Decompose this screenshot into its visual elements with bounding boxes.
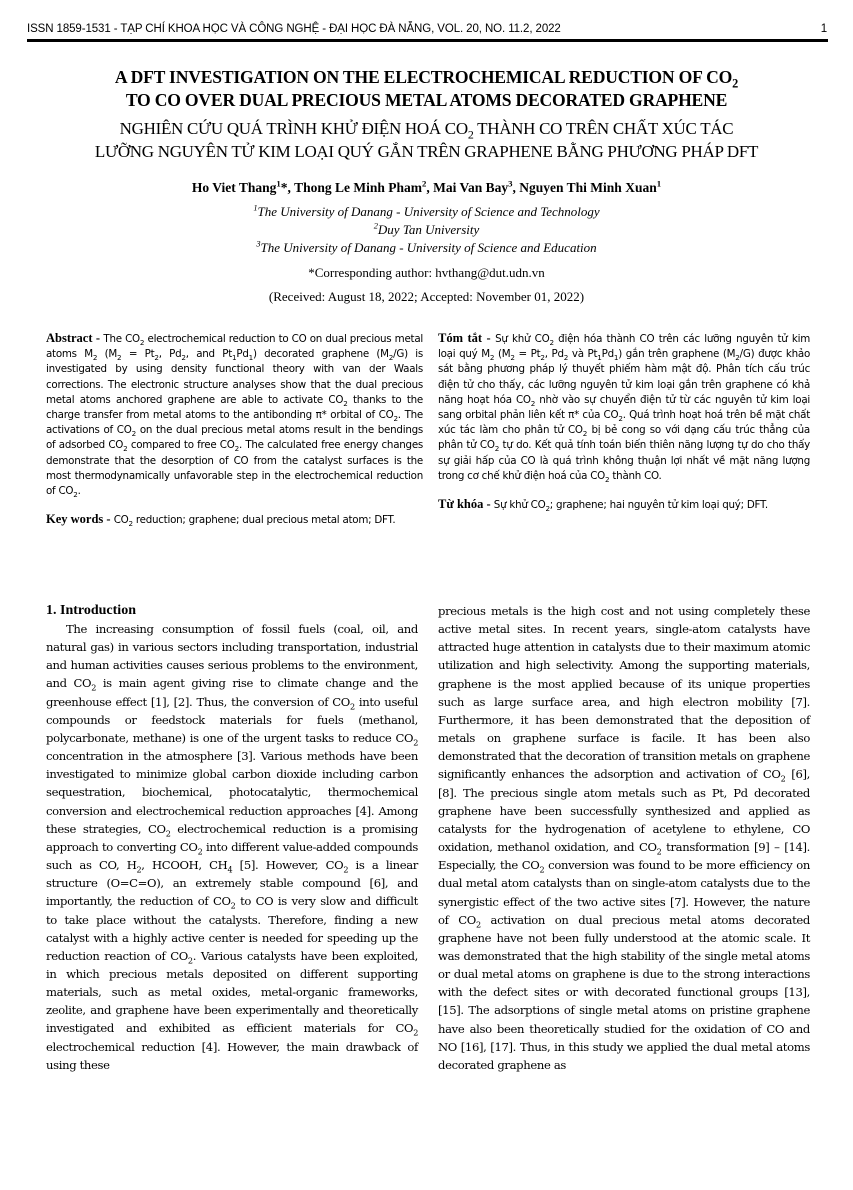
keywords-text: $CO_2$ reduction; graphene; dual precious metal atom; DFT. <box>113 514 396 529</box>
keywords-vietnamese <box>438 497 810 513</box>
tom-tat-text: Sự khử $CO_2$ điện hóa thành CO trên các lưỡng nguyên tử kim loại quý $M_2$ ($M_2 = Pt_2$, $Pd_2$ và $Pt_1Pd_1$) gắn trên graphene $(M_2/G)$ được khảo sát bằng phương pháp lý thuyết phiếm hàm mật độ. Phân tích cấu trúc điện tử cho thấy, các lưỡng nguyên tử kim loại gắn trên graphene có khả năng hoạt hóa $CO_2$ nhờ vào sự chuyển điện tử từ các nguyên tử kim loại sang orbital phản liên kết π* của $CO_2$. Quá trình hoạt hoá trên bề mặt chất xúc tác làm cho phân tử $CO_2$ bị bẻ cong so với dạng cấu trúc thẳng của phân tử $CO_2$ tự do. Kết quả tính toán biến thiên năng lượng tự do cho thấy sự giải hấp của CO là quá trình không thuận lợi nhất về mặt năng lượng trong cơ chế khử điện hoá của $CO_2$ thành CO. <box>438 333 810 484</box>
affiliation-mark: 2 <box>373 220 378 231</box>
affiliation-text: The University of Danang - University of Science and Technology <box>257 204 600 219</box>
affiliation-mark: 3 <box>508 178 513 189</box>
affiliation-mark: 3 <box>256 238 261 249</box>
affiliation-text: Duy Tan University <box>377 222 480 237</box>
author: Thong Le Minh Pham$^2$, <box>294 178 434 195</box>
introduction-paragraph: The increasing consumption of fossil fuels (coal, oil, and natural gas) in various sectors including transportation, industrial and human activities causes serious problems to the environment, and $CO_2$ is main agent giving rise to climate change and the greenhouse effect [1], [2]. Thus, the conversion of $CO_2$ into useful compounds or feedstock materials for fuels (methanol, polycarbonate, methane) is one of the urgent tasks to reduce $CO_2$ concentration in the atmosphere [3]. Various methods have been investigated to minimize global carbon dioxide including carbon sequestration, biochemical, photocatalytic, thermochemical conversion and electrochemical reduction approaches [4]. Among these strategies, $CO_2$ electrochemical reduction is a promising approach to converting $CO_2$ into different value-added compounds such as CO, $H_2$, HCOOH, $CH_4$ [5]. However, $CO_2$ is a linear structure (O=C=O), an extremely stable compound [6], and importantly, the reduction of $CO_2$ to CO is very slow and difficult to take place without the catalysts. Therefore, finding a new catalyst with a highly active center is needed for speeding up the reduction reaction of $CO_2$. Various catalysts have been exploited, in which precious metals deposited on different supporting materials, such as metal oxides, metal-organic frameworks, zeolite, and graphene have been experimentally and theoretically investigated and exhibited as efficient materials for $CO_2$ electrochemical reduction [4]. However, the main drawback of using these <box>46 622 418 1072</box>
author: Mai Van Bay$^3$, <box>433 178 520 195</box>
author-name: Mai Van Bay <box>433 180 509 195</box>
introduction-paragraph-continued: precious metals is the high cost and not using completely these active metal sites. In recent years, single-atom catalysts have attracted huge attention in catalysts due to their maximum atomic utilization and high selectivity. Among the supporting materials, graphene is the most applied because of its unique properties such as large surface area, and high electron mobility [7]. Furthermore, it has been demonstrated that the deposition of metals on graphene surface is facile. It has been also demonstrated that the decoration of transition metals on graphene significantly enhances the adsorption and activation of $CO_2$ [6], [8]. The precious single atom metals such as Pt, Pd decorated graphene have been successfully synthesized and applied as catalysts for the hydrogenation of acetylene to ethylene, CO oxidation, methanol oxidation, and $CO_2$ transformation [9] – [14]. Especially, the $CO_2$ conversion was found to be more efficiency on dual metal atom catalysts than on single-atom catalysts due to the synergistic effect of the two active sites [7]. However, the nature of $CO_2$ activation on dual precious metal atoms decorated graphene have not been fully understood at the atomic scale. It was demonstrated that the high stability of the single metal atoms or dual metal atoms on graphene is due to the strong interactions with the defect sites or with decorated functional groups [13], [15]. The adsorptions of single metal atoms on pristine graphene have also been theoretically studied for the oxidation of CO and NO [16], [17]. Thus, in this study we applied the dual metal atoms decorated graphene as <box>438 604 811 1072</box>
journal-info: ISSN 1859-1531 - TẠP CHÍ KHOA HỌC VÀ CÔNG NGHỆ - ĐẠI HỌC ĐÀ NẴNG, VOL. 20, NO. 11.2, 2022 <box>27 23 561 35</box>
abstract-vietnamese <box>438 331 810 513</box>
keywords-english <box>46 512 423 528</box>
abstract-english <box>46 331 423 528</box>
body-column-right <box>438 602 810 1074</box>
author <box>519 180 661 195</box>
title-vi-line-1: NGHIÊN CỨU QUÁ TRÌNH KHỬ ĐIỆN HOÁ $CO_2$ THÀNH CO TRÊN CHẤT XÚC TÁC <box>119 119 734 142</box>
title-vi-line-2: LƯỠNG NGUYÊN TỬ KIM LOẠI QUÝ GẮN TRÊN GRAPHENE BẰNG PHƯƠNG PHÁP DFT <box>94 142 759 161</box>
affiliation-text: The University of Danang - University of Science and Education <box>260 240 597 255</box>
title-en-line-2: TO CO OVER DUAL PRECIOUS METAL ATOMS DECORATED GRAPHENE <box>125 90 728 110</box>
tom-tat-label: Tóm tắt - <box>438 331 496 345</box>
abstract-text: The $CO_2$ electrochemical reduction to CO on dual precious metal atoms $M_2$ ($M_2 = Pt_2$, $Pd_2$, and $Pt_1Pd_1$) decorated graphene $(M_2/G)$ is investigated by using density functional theory with van der Waals corrections. The electronic structure analyses show that the dual precious metal atoms anchored graphene are able to activate $CO_2$ thanks to the charge transfer from metal atoms to the antibonding π* orbital of $CO_2$. The activations of $CO_2$ on the dual precious metal atoms result in the bendings of adsorbed $CO_2$ compared to free $CO_2$. The calculated free energy changes demonstrate that the desorption of CO from the catalyst surfaces is the most thermodynamically unfavorable step in the electrochemical reduction of $CO_2$. <box>46 333 424 500</box>
section-heading-introduction: 1. Introduction <box>46 603 136 618</box>
author: Ho Viet Thang$^1$*, <box>191 178 295 195</box>
corresponding-mark: * <box>280 180 288 195</box>
author-name: Ho Viet Thang <box>191 180 277 195</box>
tu-khoa-label: Từ khóa - <box>438 497 494 512</box>
body-column-left <box>46 602 418 1074</box>
affiliation <box>20 239 833 257</box>
title-vietnamese <box>20 117 833 163</box>
author-name: Thong Le Minh Pham <box>294 180 422 195</box>
abstract-label: Abstract - <box>46 331 104 345</box>
author-list <box>20 179 833 197</box>
affiliation-mark: 2 <box>421 178 427 189</box>
keywords-label: Key words - <box>46 512 114 527</box>
affiliation <box>20 203 833 221</box>
running-header <box>27 22 827 36</box>
page-number: 1 <box>820 23 827 35</box>
title-english <box>20 66 833 112</box>
affiliation-mark: 1 <box>276 178 281 189</box>
affiliation <box>20 221 833 239</box>
author-name: Nguyen Thi Minh Xuan <box>519 180 657 195</box>
title-en-line-1: A DFT INVESTIGATION ON THE ELECTROCHEMICAL REDUCTION OF $CO_2$ <box>114 67 739 91</box>
received-dates: (Received: August 18, 2022; Accepted: November 01, 2022) <box>268 289 585 304</box>
affiliations <box>20 203 833 257</box>
tu-khoa-text: Sự khử $CO_2$; graphene; hai nguyên tử kim loại quý; DFT. <box>493 499 768 514</box>
corresponding-author: *Corresponding author: hvthang@dut.udn.vn <box>308 265 545 280</box>
affiliation-mark: 1 <box>253 202 258 213</box>
header-rule <box>27 39 828 42</box>
affiliation-mark: 1 <box>656 178 662 189</box>
